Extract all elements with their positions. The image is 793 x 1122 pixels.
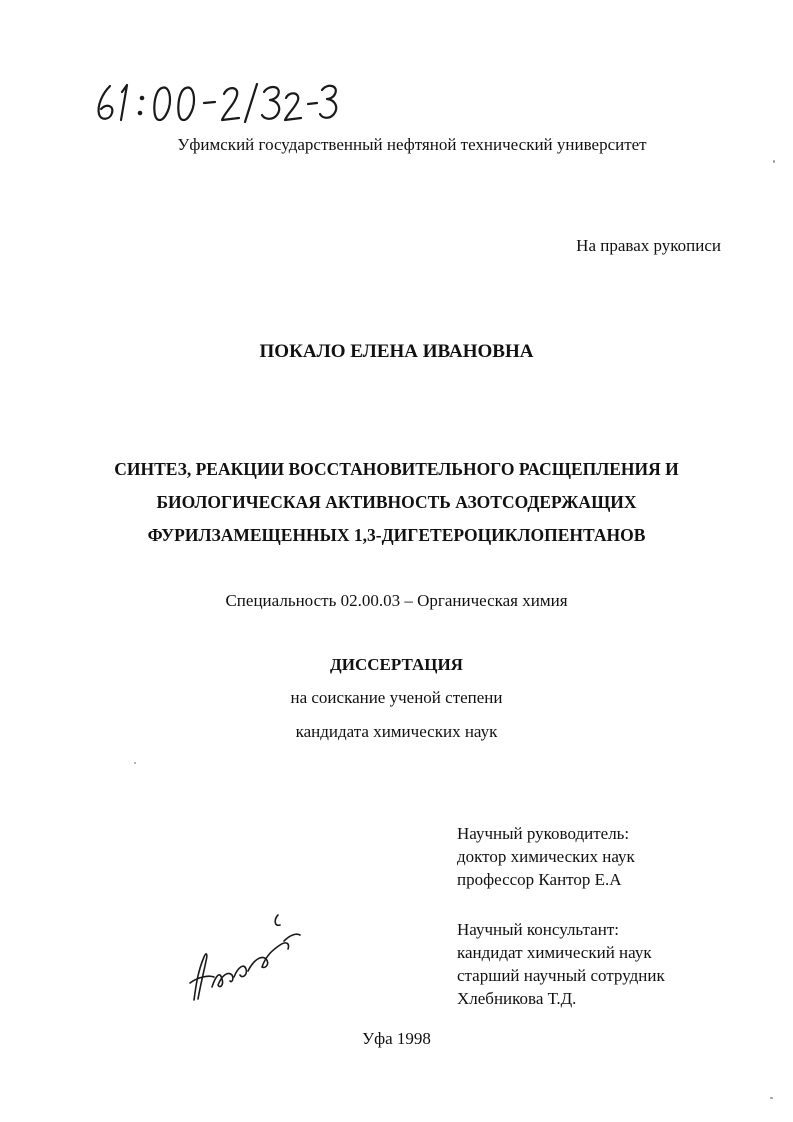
supervisor-name: профессор Кантор Е.А <box>457 870 622 889</box>
supervisor-role: Научный руководитель: <box>457 824 630 843</box>
consultant-role: Научный консультант: <box>457 920 619 939</box>
consultant-block <box>457 918 777 1010</box>
supervisor-degree: доктор химических наук <box>457 847 635 866</box>
scan-speck <box>773 160 775 163</box>
supervisor-block <box>457 822 777 891</box>
scan-speck <box>134 762 136 764</box>
scan-speck <box>770 1097 773 1099</box>
handwritten-archive-number <box>94 80 344 124</box>
title-line: СИНТЕЗ, РЕАКЦИИ ВОССТАНОВИТЕЛЬНОГО РАСЩЕПЛЕНИЯ И <box>114 459 679 479</box>
title-line: БИОЛОГИЧЕСКАЯ АКТИВНОСТЬ АЗОТСОДЕРЖАЩИХ <box>156 492 637 512</box>
handwritten-signature <box>182 905 307 1010</box>
consultant-name: Хлебникова Т.Д. <box>457 989 577 1008</box>
degree-line: на соискание ученой степени <box>290 688 503 707</box>
university-name: Уфимский государственный нефтяной технический университет <box>177 135 647 154</box>
consultant-position: старший научный сотрудник <box>457 966 665 985</box>
dissertation-type: ДИССЕРТАЦИЯ <box>330 655 463 674</box>
consultant-degree: кандидат химический наук <box>457 943 652 962</box>
degree-line: кандидата химических наук <box>295 722 498 741</box>
manuscript-rights-label: На правах рукописи <box>576 236 721 255</box>
title-line: ФУРИЛЗАМЕЩЕННЫХ 1,3-ДИГЕТЕРОЦИКЛОПЕНТАНОВ <box>147 525 646 545</box>
author-name: ПОКАЛО ЕЛЕНА ИВАНОВНА <box>259 341 534 362</box>
specialty-line: Специальность 02.00.03 – Органическая химия <box>225 591 568 610</box>
dissertation-title <box>0 453 793 552</box>
city-year: Уфа 1998 <box>362 1029 431 1048</box>
